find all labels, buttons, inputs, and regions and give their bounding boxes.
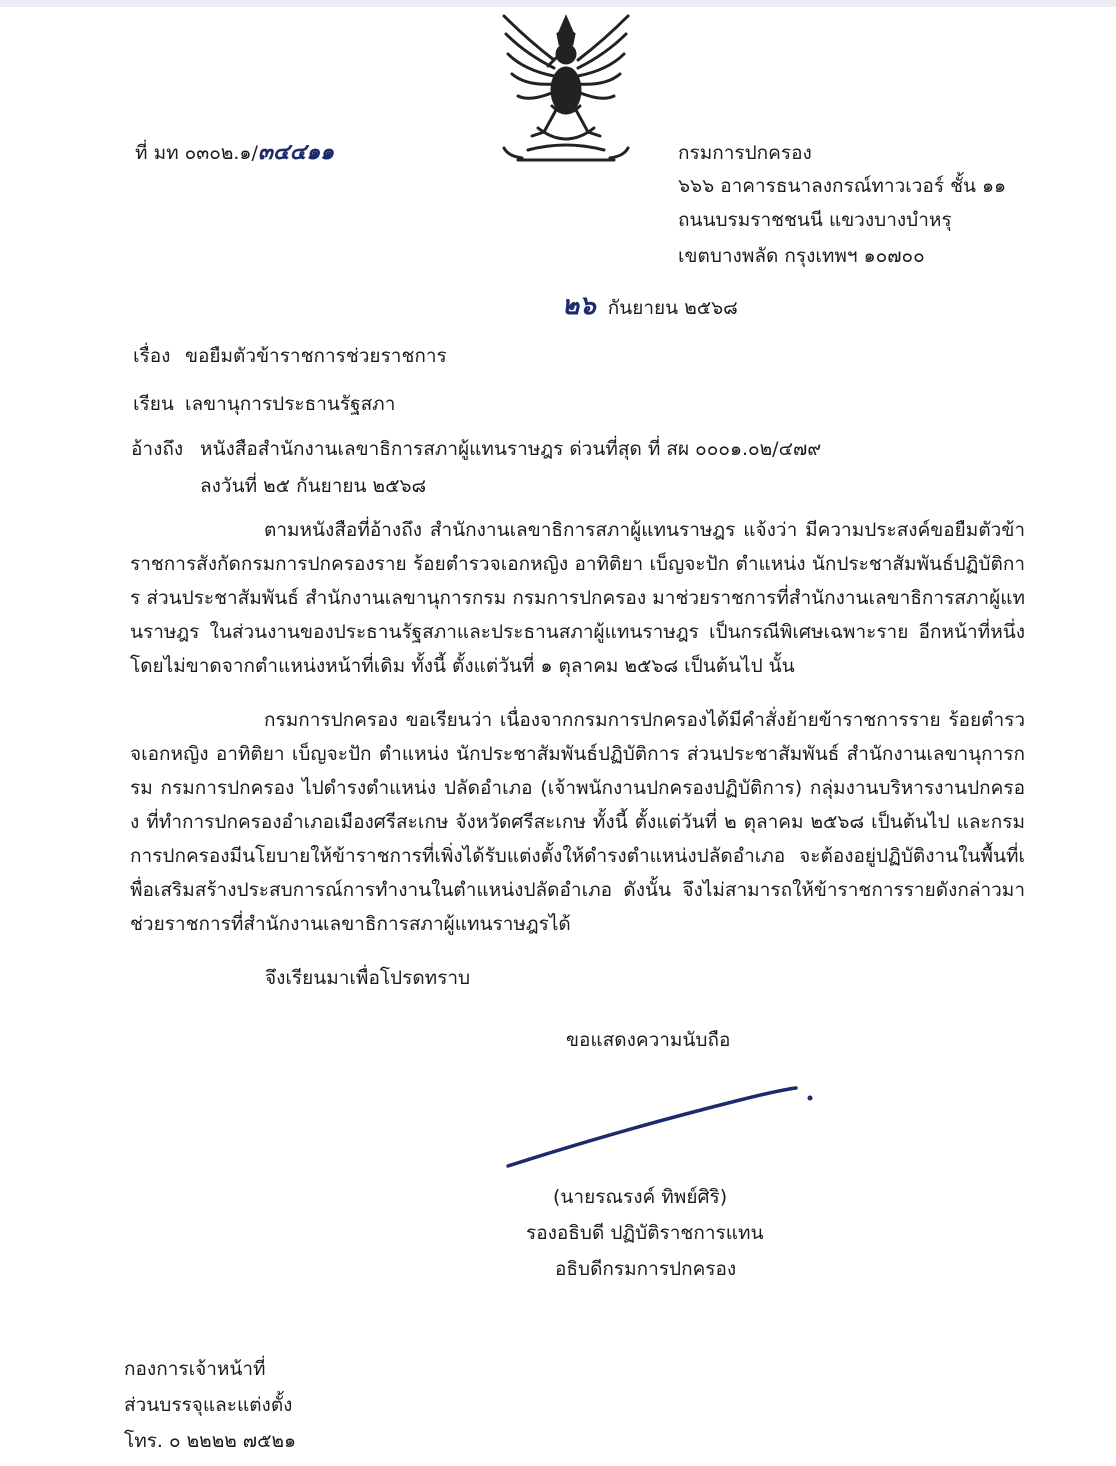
- signer-name: (นายรณรงค์ ทิพย์ศิริ): [553, 1186, 728, 1208]
- signature-icon: [500, 1080, 820, 1175]
- reference-line-2: ลงวันที่ ๒๕ กันยายน ๒๕๖๘: [200, 475, 427, 497]
- body-paragraph-1: ตามหนังสือที่อ้างถึง สำนักงานเลขาธิการสภาผู้แทนราษฎร แจ้งว่า มีความประสงค์ขอยืมตัวข้าราชการสังกัดกรมการปกครองราย ร้อยตำรวจเอกหญิง อาทิติยา เบ็ญจะปัก ตำแหน่ง นักประชาสัมพันธ์ปฏิบัติการ ส่วนประชาสัมพันธ์ สำนักงานเลขานุการกรม กรมการปกครอง มาช่วยราชการที่สำนักงานเลขาธิการสภาผู้แทนราษฎร ในส่วนงานของประธานรัฐสภาและประธานสภาผู้แทนราษฎร เป็นกรณีพิเศษเฉพาะราย อีกหน้าที่หนึ่ง โดยไม่ขาดจากตำแหน่งหน้าที่เดิม ทั้งนี้ ตั้งแต่วันที่ ๑ ตุลาคม ๒๕๖๘ เป็นต้นไป นั้น: [130, 519, 1025, 677]
- to-label: เรียน: [133, 393, 174, 415]
- date-month-year: กันยายน ๒๕๖๘: [607, 297, 738, 319]
- footer-section: ส่วนบรรจุและแต่งตั้ง: [124, 1394, 293, 1416]
- document-number-handwritten: ๓๔๔๑๑: [257, 140, 335, 165]
- footer-phone: โทร. ๐ ๒๒๒๒ ๗๕๒๑: [124, 1430, 297, 1452]
- salutation: ขอแสดงความนับถือ: [566, 1029, 731, 1051]
- top-border: [0, 0, 1116, 7]
- closing-sentence: จึงเรียนมาเพื่อโปรดทราบ: [265, 967, 471, 989]
- body-paragraph-2: กรมการปกครอง ขอเรียนว่า เนื่องจากกรมการปกครองได้มีคำสั่งย้ายข้าราชการราย ร้อยตำรวจเอกหญิง อาทิติยา เบ็ญจะปัก ตำแหน่ง นักประชาสัมพันธ์ปฏิบัติการ ส่วนประชาสัมพันธ์ สำนักงานเลขานุการกรม กรมการปกครอง ไปดำรงตำแหน่ง ปลัดอำเภอ (เจ้าพนักงานปกครองปฏิบัติการ) กลุ่มงานบริหารงานปกครอง ที่ทำการปกครองอำเภอเมืองศรีสะเกษ จังหวัดศรีสะเกษ ทั้งนี้ ตั้งแต่วันที่ ๒ ตุลาคม ๒๕๖๘ เป็นต้นไป และกรมการปกครองมีนโยบายให้ข้าราชการที่เพิ่งได้รับแต่งตั้งให้ดำรงตำแหน่งปลัดอำเภอ จะต้องอยู่ปฏิบัติงานในพื้นที่เพื่อเสริมสร้างประสบการณ์การทำงานในตำแหน่งปลัดอำเภอ ดังนั้น จึงไม่สามารถให้ข้าราชการรายดังกล่าวมาช่วยราชการที่สำนักงานเลขาธิการสภาผู้แทนราษฎรได้: [130, 709, 1025, 935]
- address-line-1: ๖๖๖ อาคารธนาลงกรณ์ทาวเวอร์ ชั้น ๑๑: [678, 175, 1007, 197]
- reference-line-1: หนังสือสำนักงานเลขาธิการสภาผู้แทนราษฎร ด่วนที่สุด ที่ สผ ๐๐๐๑.๐๒/๔๗๙: [200, 438, 822, 460]
- garuda-emblem-icon: [498, 10, 634, 166]
- address-line-3: เขตบางพลัด กรุงเทพฯ ๑๐๗๐๐: [678, 245, 925, 267]
- to-text: เลขานุการประธานรัฐสภา: [185, 393, 396, 415]
- document-number-prefix: ที่ มท ๐๓๐๒.๑/: [135, 142, 258, 164]
- document-number: [135, 140, 334, 166]
- signer-title-1: รองอธิบดี ปฏิบัติราชการแทน: [526, 1222, 764, 1244]
- reference-label: อ้างถึง: [131, 438, 184, 460]
- org-name: กรมการปกครอง: [678, 142, 812, 164]
- date-day-handwritten: ๒๖: [562, 291, 596, 321]
- letter-date: [562, 293, 738, 321]
- footer-department: กองการเจ้าหน้าที่: [124, 1358, 266, 1380]
- subject-label: เรื่อง: [133, 345, 171, 367]
- address-line-2: ถนนบรมราชชนนี แขวงบางบำหรุ: [678, 209, 952, 231]
- subject-text: ขอยืมตัวข้าราชการช่วยราชการ: [185, 345, 447, 367]
- signer-title-2: อธิบดีกรมการปกครอง: [555, 1258, 737, 1280]
